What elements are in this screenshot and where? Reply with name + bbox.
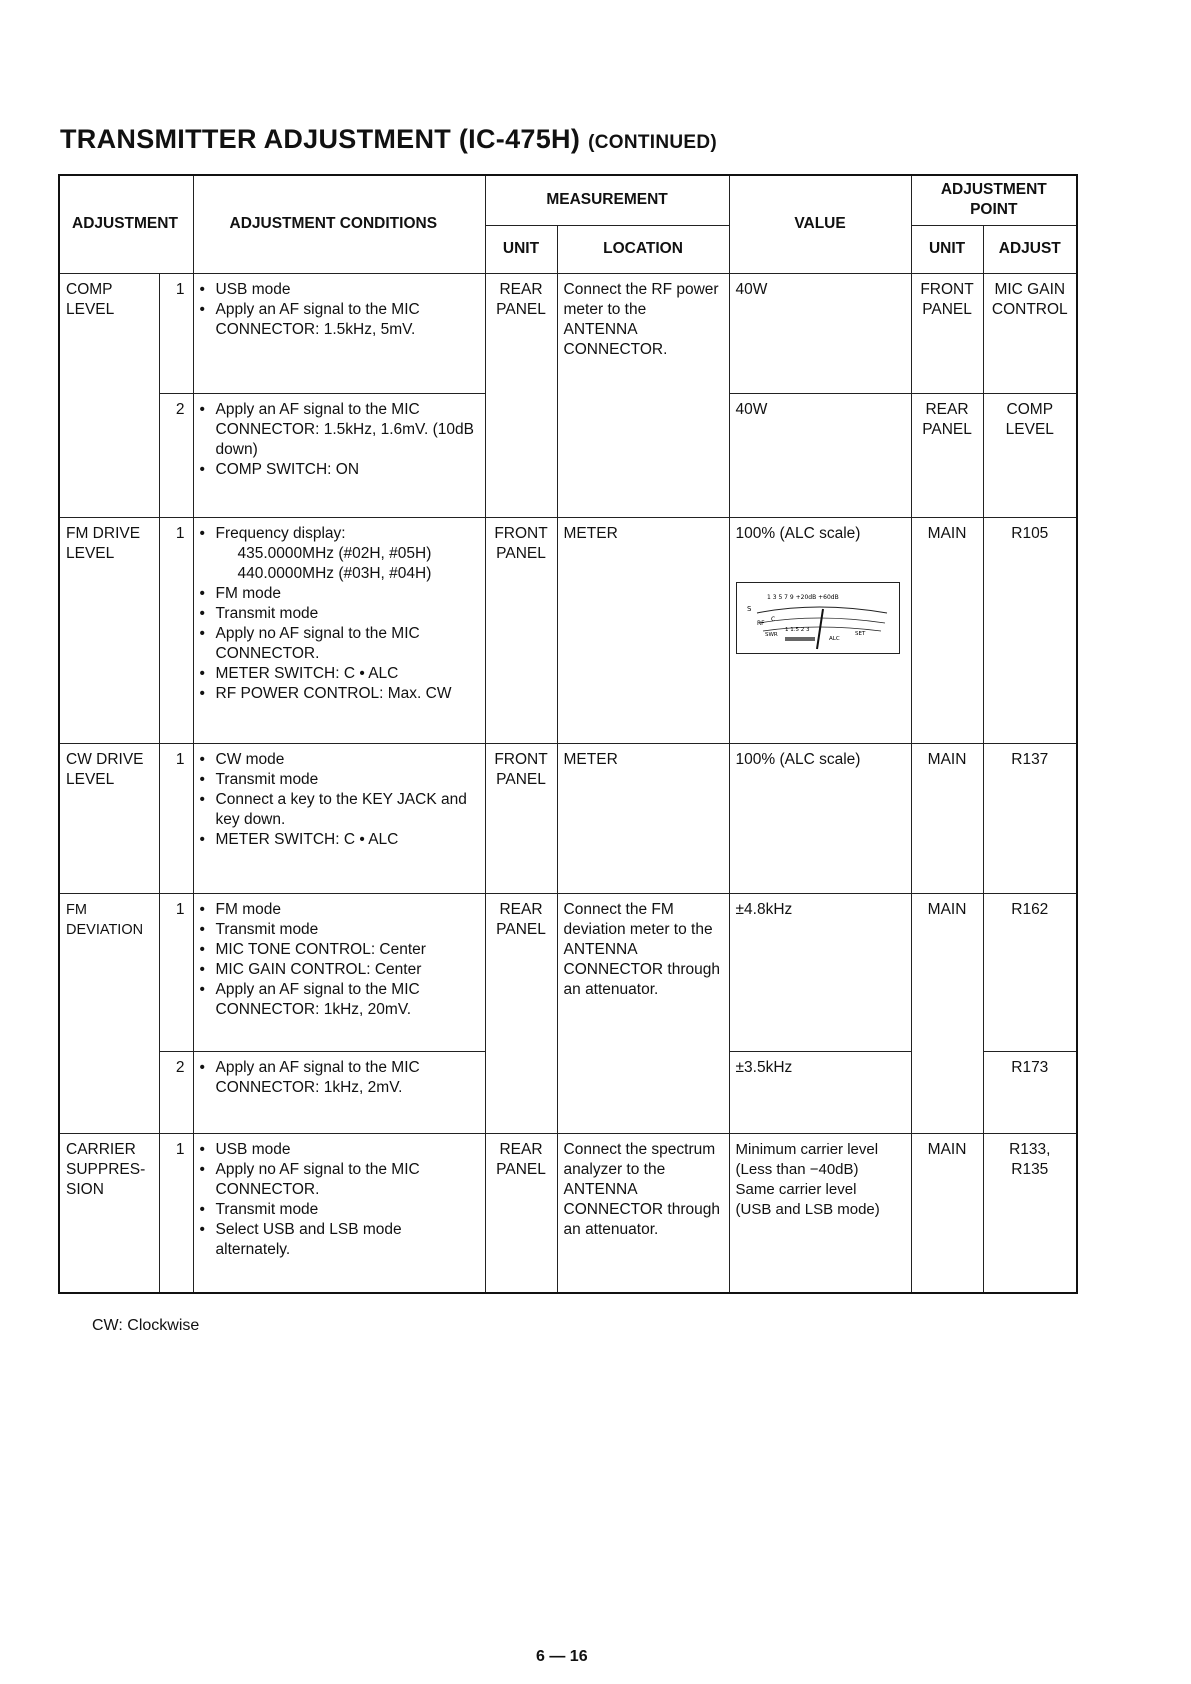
value-cell: 40W (729, 273, 911, 393)
header-adjustment: ADJUSTMENT (59, 175, 193, 273)
header-location: LOCATION (557, 225, 729, 273)
condition-item: • CW mode (200, 750, 479, 770)
frequency-1: 435.0000MHz (#02H, #05H) (237, 544, 432, 562)
meter-rf-label: RF (756, 619, 765, 627)
value-cell: ±3.5kHz (729, 1051, 911, 1133)
ap-adjust-cell: MIC GAIN CONTROL (983, 273, 1077, 393)
measurement-unit: REAR PANEL (485, 1133, 557, 1293)
condition-item: • Frequency display: (200, 524, 479, 544)
value-cell: 40W (729, 393, 911, 517)
condition-item: • Apply an AF signal to the MIC CONNECTOR: 1.5kHz, 1.6mV. (10dB down) (200, 400, 479, 460)
header-measurement: MEASUREMENT (485, 175, 729, 225)
ap-unit-cell: FRONT PANEL (911, 273, 983, 393)
meter-swr-scale: 1 1.5 2 3 (784, 626, 810, 633)
ap-unit-cell: MAIN (911, 517, 983, 743)
header-ap-unit: UNIT (911, 225, 983, 273)
meter-set-label: SET (854, 630, 865, 637)
measurement-unit: REAR PANEL (485, 893, 557, 1133)
table-row (59, 743, 1077, 893)
condition-item: • METER SWITCH: C • ALC (200, 830, 479, 850)
condition-item: • Transmit mode (200, 604, 479, 624)
condition-item: • MIC GAIN CONTROL: Center (200, 960, 479, 980)
measurement-unit: REAR PANEL (485, 273, 557, 517)
measurement-unit: FRONT PANEL (485, 743, 557, 893)
value-cell: ±4.8kHz (729, 893, 911, 1051)
condition-item: • METER SWITCH: C • ALC (200, 664, 479, 684)
meter-illustration (736, 582, 900, 654)
step-number: 1 (159, 273, 193, 393)
ap-unit-cell: REAR PANEL (911, 393, 983, 517)
meter-alc-zone (785, 637, 815, 641)
conditions-cell (193, 893, 485, 1051)
measurement-location: METER (557, 517, 729, 743)
table-row (59, 273, 1077, 393)
header-value: VALUE (729, 175, 911, 273)
conditions-cell (193, 517, 485, 743)
conditions-cell (193, 1051, 485, 1133)
condition-item: • Transmit mode (200, 770, 479, 790)
conditions-cell (193, 273, 485, 393)
fm-deviation-name: FM DEVIATION (59, 893, 159, 1133)
condition-item: • USB mode (200, 280, 479, 300)
conditions-cell (193, 743, 485, 893)
value-cell: Minimum carrier level (Less than −40dB) Same carrier level (USB and LSB mode) (729, 1133, 911, 1293)
footnote: CW: Clockwise (92, 1317, 200, 1334)
fm-drive-name: FM DRIVE LEVEL (59, 517, 159, 743)
ap-adjust-cell: R133, R135 (983, 1133, 1077, 1293)
header-conditions: ADJUSTMENT CONDITIONS (193, 175, 485, 273)
title-sub: (CONTINUED) (588, 132, 718, 153)
ap-unit-cell: MAIN (911, 893, 983, 1133)
table-row (59, 893, 1077, 1051)
step-number: 1 (159, 893, 193, 1051)
ap-adjust-cell: R137 (983, 743, 1077, 893)
ap-unit-cell: MAIN (911, 743, 983, 893)
condition-item: • Apply no AF signal to the MIC CONNECTOR. (200, 1160, 479, 1200)
ap-unit-cell: MAIN (911, 1133, 983, 1293)
value-cell: 100% (ALC scale) (729, 743, 911, 893)
step-number: 1 (159, 743, 193, 893)
condition-item: • Apply an AF signal to the MIC CONNECTOR: 1.5kHz, 5mV. (200, 300, 479, 340)
step-number: 1 (159, 1133, 193, 1293)
value-cell (729, 517, 911, 743)
conditions-cell (193, 1133, 485, 1293)
header-adjustment-point: ADJUSTMENT POINT (911, 175, 1077, 225)
measurement-unit: FRONT PANEL (485, 517, 557, 743)
condition-item: • Apply no AF signal to the MIC CONNECTOR. (200, 624, 479, 664)
meter-needle (817, 609, 823, 649)
measurement-location: Connect the RF power meter to the ANTENNA CONNECTOR. (557, 273, 729, 517)
meter-alc-label: ALC (828, 635, 840, 642)
page-number: 6 — 16 (536, 1648, 588, 1665)
step-number: 2 (159, 1051, 193, 1133)
condition-item: • USB mode (200, 1140, 479, 1160)
adjustment-table (58, 174, 1078, 1294)
condition-item: • FM mode (200, 584, 479, 604)
title-main: TRANSMITTER ADJUSTMENT (IC-475H) (60, 124, 581, 154)
frequency-2: 440.0000MHz (#03H, #04H) (237, 564, 432, 582)
condition-item: • Connect a key to the KEY JACK and key down. (200, 790, 479, 830)
condition-item: • Apply an AF signal to the MIC CONNECTOR: 1kHz, 20mV. (200, 980, 479, 1020)
measurement-location: METER (557, 743, 729, 893)
meter-s-scale: 1 3 5 7 9 +20dB +60dB (766, 593, 839, 601)
value-text: 100% (ALC scale) (735, 524, 861, 542)
meter-c-label: C (770, 615, 775, 623)
header-unit: UNIT (485, 225, 557, 273)
measurement-location: Connect the FM deviation meter to the ANTENNA CONNECTOR through an attenuator. (557, 893, 729, 1133)
meter-swr-label: SWR (764, 631, 778, 638)
table-row (59, 517, 1077, 743)
table-row (59, 1133, 1077, 1293)
carrier-suppression-name: CARRIER SUPPRES- SION (59, 1133, 159, 1293)
ap-adjust-cell: R173 (983, 1051, 1077, 1133)
condition-item: • FM mode (200, 900, 479, 920)
condition-item: • Transmit mode (200, 920, 479, 940)
meter-s-label: S (746, 604, 751, 613)
ap-adjust-cell: R105 (983, 517, 1077, 743)
step-number: 1 (159, 517, 193, 743)
condition-item: • MIC TONE CONTROL: Center (200, 940, 479, 960)
step-number: 2 (159, 393, 193, 517)
condition-item: • Transmit mode (200, 1200, 479, 1220)
cw-drive-name: CW DRIVE LEVEL (59, 743, 159, 893)
ap-adjust-cell: COMP LEVEL (983, 393, 1077, 517)
condition-item: • RF POWER CONTROL: Max. CW (200, 684, 479, 704)
condition-item: • COMP SWITCH: ON (200, 460, 479, 480)
condition-item: • Apply an AF signal to the MIC CONNECTOR: 1kHz, 2mV. (200, 1058, 479, 1098)
measurement-location: Connect the spectrum analyzer to the ANTENNA CONNECTOR through an attenuator. (557, 1133, 729, 1293)
page-title (60, 124, 717, 155)
condition-item: • Select USB and LSB mode alternately. (200, 1220, 479, 1260)
ap-adjust-cell: R162 (983, 893, 1077, 1051)
comp-level-name: COMP LEVEL (59, 273, 159, 517)
conditions-cell (193, 393, 485, 517)
meter-scale-graphic (737, 583, 899, 653)
header-ap-adjust: ADJUST (983, 225, 1077, 273)
